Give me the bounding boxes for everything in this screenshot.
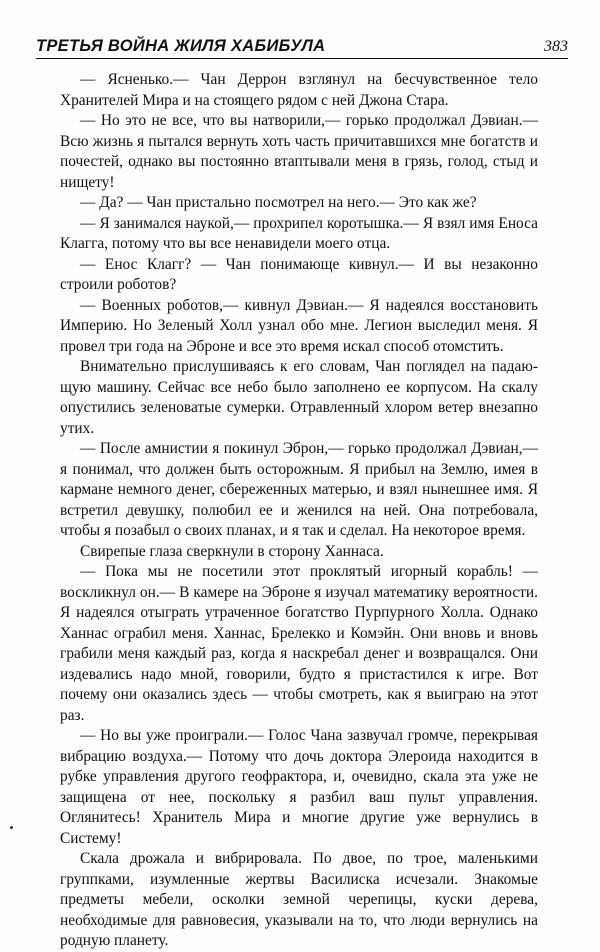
paragraph: — Ясненько.— Чан Деррон взглянул на бесчувственное тело Хранителей Мира и на стоящего рядом с ней Джона Стара. <box>60 71 538 109</box>
page-number: 383 <box>544 38 568 55</box>
paragraph: Свирепые глаза сверкнули в сторону Ханнаса. <box>80 542 384 560</box>
paragraph: — Военных роботов,— кивнул Дэвиан.— Я надеялся восстановить Империю. Но Зеленый Холл узнал обо мне. Легион выследил меня. Я провел три года на Эброне и все это время искал способ отомстить. <box>60 296 538 355</box>
running-title: ТРЕТЬЯ ВОЙНА ЖИЛЯ ХАБИБУЛА <box>36 37 326 55</box>
paragraph: — Да? — Чан пристально посмотрел на него.— Это как же? <box>80 194 477 211</box>
paragraph: — Пока мы не посетили этот проклятый игорный корабль! — воскликнул он.— В камере на Эброне я изучал математику вероятности. Я надеялся отыграть утраченное богатство Пурпурного Холла. Однако Ханнас ограбил меня. Ханнас, Брелекко и Комэйн. Они вновь и вновь грабили меня каждый раз, когда я наскребал денег и возвращался. Они издевались надо мной, говорили, будто я пристастился к игре. Вот почему они оказались здесь — чтобы смотреть, как я выиграю на этот раз. <box>60 563 538 724</box>
running-header <box>36 32 568 59</box>
text-body <box>60 70 538 952</box>
paragraph: Скала дрожала и вибрировала. По двое, по трое, маленькими группками, изумленные жертвы Василиска исчезали. Знакомые предметы мебели, осколки земной черепицы, куски дерева, необходимые для равновесия, указывали на то, что люди вернулись на родную планету. <box>60 850 538 949</box>
paragraph: — Но это не все, что вы натворили,— горько продолжал Дэвиан.— Всю жизнь я пытался вернуть хоть часть причитавшихся мне богатств и почестей, однако вы постоянно втаптывали меня в грязь, голод, стыд и нищету! <box>60 112 538 191</box>
paragraph: — Но вы уже проиграли.— Голос Чана зазвучал громче, перекрывая вибрацию воздуха.— Потому что дочь доктора Элероида находится в рубке управления другого геофрактора, и, очевидно, скала эта уже не защищена от нее, поскольку я разбил ваш пульт управления. Оглянитесь! Хранитель Мира и многие другие уже вернулись в Систему! <box>60 727 538 847</box>
scan-speck <box>10 826 13 829</box>
paragraph: — Я занимался наукой,— прохрипел коротышка.— Я взял имя Еноса Клагга, потому что вы все ненавидели моего отца. <box>60 214 538 252</box>
paragraph: — Енос Клагг? — Чан понимающе кивнул.— И вы незаконно строили роботов? <box>60 255 538 293</box>
paragraph: Внимательно прислушиваясь к его словам, Чан поглядел на падающую машину. Сейчас все небо было заполнено ее корпусом. На скалу опустились зеленоватые сумерки. Отравленный хлором ветер внезапно утих. <box>60 358 538 437</box>
paragraph: — После амнистии я покинул Эброн,— горько продолжал Дэвиан,— я понимал, что должен быть осторожным. Я прибыл на Землю, имея в кармане немного денег, сбереженных матерью, и взял нынешнее имя. Я встретил девушку, полюбил ее и женился на ней. Она потребовала, чтобы я позабыл о своих планах, и я так и сделал. На некоторое время. <box>60 440 538 539</box>
